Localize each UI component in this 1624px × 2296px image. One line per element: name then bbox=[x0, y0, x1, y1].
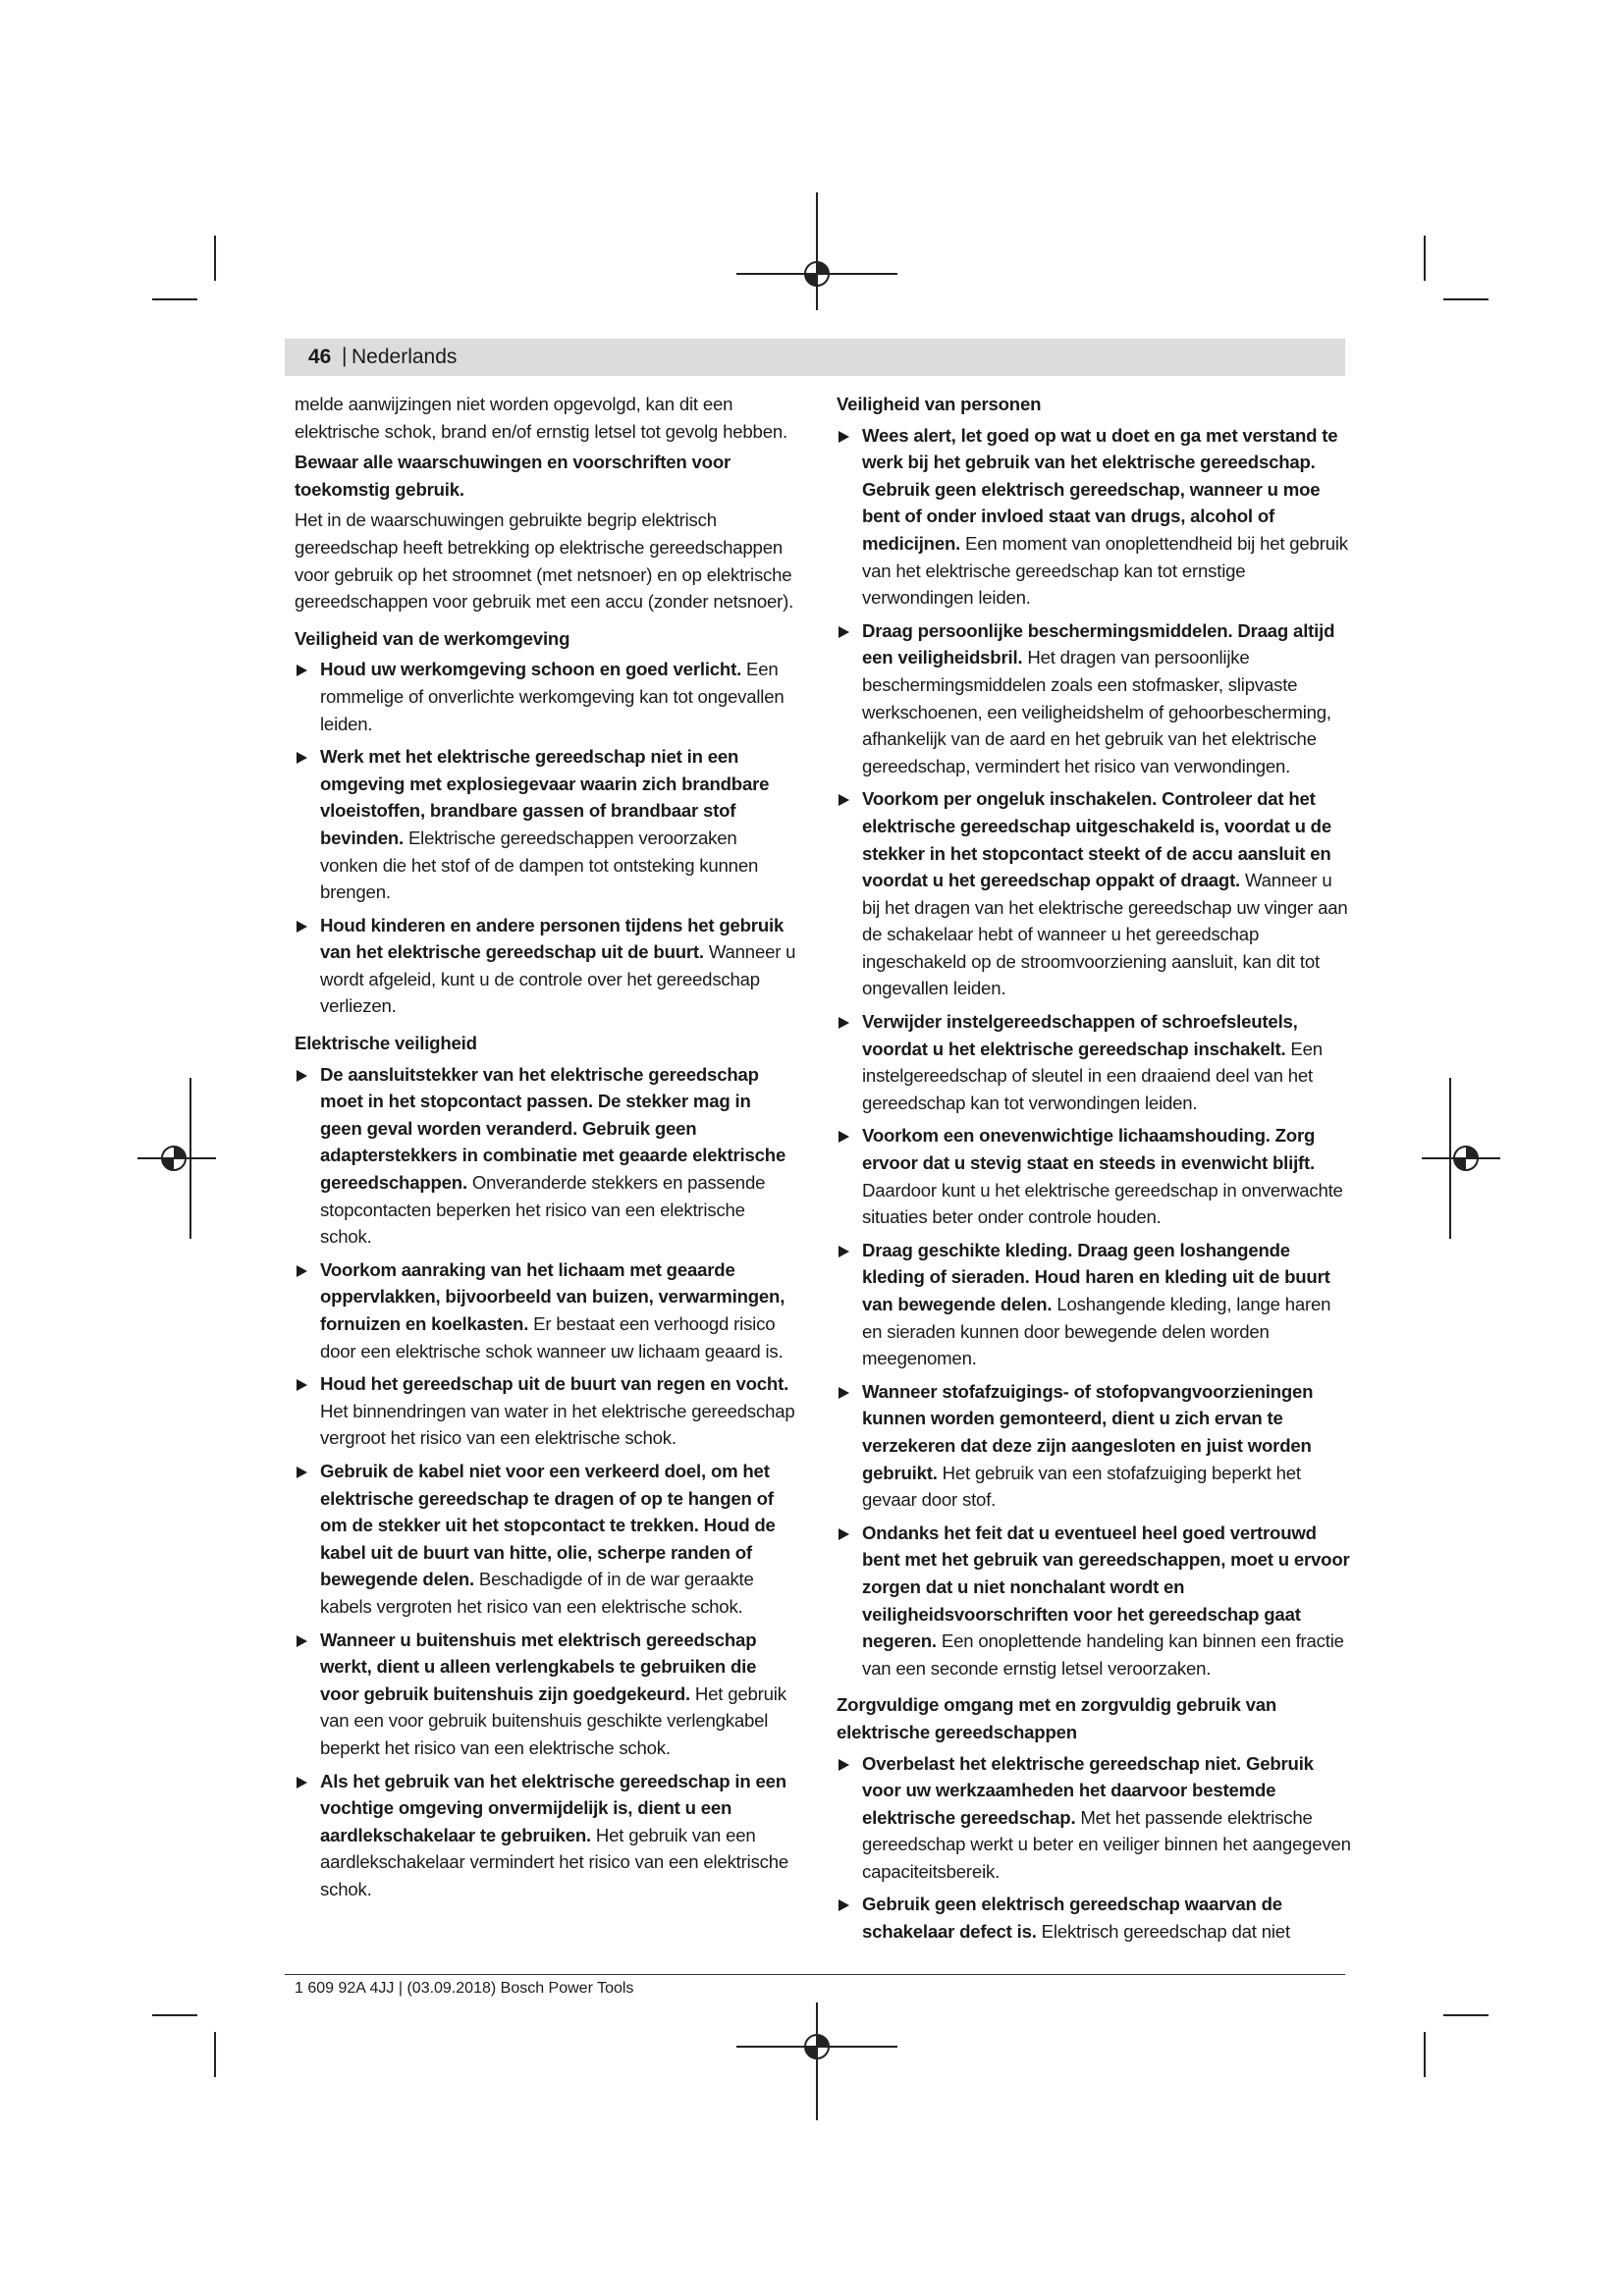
bullet-triangle-icon bbox=[839, 1759, 849, 1771]
header-separator: | bbox=[342, 345, 348, 367]
registration-target-icon bbox=[800, 2030, 834, 2063]
item-lead: Houd uw werkomgeving schoon en goed verlicht. bbox=[320, 659, 742, 680]
item-lead: Wees alert, let goed op wat u doet en ga met verstand te werk bij het gebruik van het elektrische gereedschap. Gebruik geen elektrisch gereedschap, wanneer u moe bent of onder invloed staat van drugs, alcohol of medicijnen. bbox=[862, 424, 1338, 554]
list-item bbox=[295, 1256, 797, 1364]
item-lead: De aansluitstekker van het elektrische gereedschap moet in het stopcontact passen. De stekker mag in geen geval worden veranderd. Gebruik geen adapterstekkers in combinatie met geaarde elektrische gereedschappen. bbox=[320, 1063, 786, 1194]
page-number: 46 bbox=[308, 346, 332, 368]
crop-mark bbox=[214, 2032, 216, 2077]
bullet-triangle-icon bbox=[297, 1265, 307, 1277]
list-item bbox=[837, 1750, 1351, 1886]
left-column bbox=[295, 391, 797, 1908]
item-lead: Werk met het elektrische gereedschap niet in een omgeving met explosiegevaar waarin zich brandbare vloeistoffen, brandbare gassen of brandbaar stof bevinden. bbox=[320, 746, 770, 848]
crop-mark bbox=[152, 2014, 197, 2016]
bullet-triangle-icon bbox=[297, 1379, 307, 1391]
list-item bbox=[295, 656, 797, 737]
item-lead: Draag geschikte kleding. Draag geen loshangende kleding of sieraden. Houd haren en kleding uit de buurt van bewegende delen. bbox=[862, 1239, 1330, 1314]
item-text: Een onoplettende handeling kan binnen een fractie van een seconde ernstig letsel veroorzaken. bbox=[862, 1630, 1344, 1679]
item-lead: Wanneer stofafzuigings- of stofopvangvoorzieningen kunnen worden gemonteerd, dient u zich ervan te verzekeren dat deze zijn aangesloten en juist worden gebruikt. bbox=[862, 1380, 1314, 1483]
item-text: Een moment van onoplettendheid bij het gebruik van het elektrische gereedschap kan tot ernstige verwondingen leiden. bbox=[862, 532, 1348, 609]
bullet-triangle-icon bbox=[297, 1635, 307, 1647]
list-item bbox=[295, 1370, 797, 1452]
list-item bbox=[837, 785, 1351, 1002]
item-lead: Gebruik de kabel niet voor een verkeerd doel, om het elektrische gereedschap te dragen of op te hangen of om de stekker uit het stopcontact te trekken. Houd de kabel uit de buurt van hitte, olie, scherpe randen of bewegende delen. bbox=[320, 1460, 776, 1590]
section-title-tool-use: Zorgvuldige omgang met en zorgvuldig gebruik van elektrische gereedschappen bbox=[837, 1694, 1277, 1742]
list-item bbox=[837, 1237, 1351, 1372]
item-lead: Verwijder instelgereedschappen of schroefsleutels, voordat u het elektrische gereedschap inschakelt. bbox=[862, 1011, 1298, 1059]
item-text: Wanneer u bij het dragen van het elektrische gereedschap uw vinger aan de schakelaar hebt of wanneer u het gereedschap ingeschakeld op de stroomvoorziening aansluit, kan dit tot ongevallen leiden. bbox=[862, 870, 1348, 999]
bullet-triangle-icon bbox=[839, 626, 849, 638]
item-text: Een rommelige of onverlichte werkomgeving kan tot ongevallen leiden. bbox=[320, 659, 785, 734]
footer-divider bbox=[285, 1974, 1345, 1975]
list-item bbox=[837, 1122, 1351, 1230]
item-text: Loshangende kleding, lange haren en sieraden kunnen door bewegende delen worden meegenomen. bbox=[862, 1294, 1331, 1369]
item-lead: Houd kinderen en andere personen tijdens het gebruik van het elektrische gereedschap uit de buurt. bbox=[320, 914, 785, 963]
registration-target-icon bbox=[800, 257, 834, 291]
item-text: Het dragen van persoonlijke beschermingsmiddelen zoals een stofmasker, slipvaste werkschoenen, een veiligheidshelm of gehoorbescherming, afhankelijk van de aard en het gebruik van het elektrische gereedschap, vermindert het risico van verwondingen. bbox=[862, 647, 1331, 776]
item-lead: Ondanks het feit dat u eventueel heel goed vertrouwd bent met het gebruik van gereedschappen, moet u ervoor zorgen dat u niet nonchalant wordt en veiligheidsvoorschriften voor het gereedschap gaat negeren. bbox=[862, 1522, 1350, 1652]
list-item bbox=[295, 1768, 797, 1903]
list-item bbox=[295, 912, 797, 1020]
bullet-triangle-icon bbox=[839, 431, 849, 443]
crop-mark bbox=[152, 298, 197, 300]
keep-instructions-heading: Bewaar alle waarschuwingen en voorschriften voor toekomstig gebruik. bbox=[295, 452, 731, 500]
bullet-triangle-icon bbox=[839, 1017, 849, 1029]
item-text: Het gebruik van een stofafzuiging beperkt het gevaar door stof. bbox=[862, 1462, 1301, 1511]
list-item bbox=[837, 1520, 1351, 1682]
list-item bbox=[295, 1061, 797, 1251]
item-lead: Overbelast het elektrische gereedschap niet. Gebruik voor uw werkzaamheden het daarvoor bestemde elektrische gereedschap. bbox=[862, 1752, 1314, 1828]
item-text: Onveranderde stekkers en passende stopcontacten beperken het risico van een elektrische schok. bbox=[320, 1172, 766, 1248]
list-item bbox=[837, 617, 1351, 780]
crop-mark bbox=[1424, 236, 1426, 281]
list-item bbox=[295, 1627, 797, 1762]
registration-line bbox=[816, 192, 818, 310]
item-text: Het binnendringen van water in het elektrische gereedschap vergroot het risico van een elektrische schok. bbox=[320, 1400, 795, 1449]
item-lead: Draag persoonlijke beschermingsmiddelen. Draag altijd een veiligheidsbril. bbox=[862, 619, 1335, 668]
bullet-triangle-icon bbox=[297, 1467, 307, 1478]
item-text: Daardoor kunt u het elektrische gereedschap in onverwachte situaties beter onder controle houden. bbox=[862, 1179, 1343, 1228]
bullet-triangle-icon bbox=[297, 921, 307, 933]
crop-mark bbox=[1443, 298, 1489, 300]
list-item bbox=[295, 743, 797, 906]
bullet-triangle-icon bbox=[839, 1387, 849, 1399]
page-header bbox=[285, 339, 1345, 376]
item-lead: Wanneer u buitenshuis met elektrisch gereedschap werkt, dient u alleen verlengkabels te gebruiken die voor gebruik buitenshuis zijn goedgekeurd. bbox=[320, 1629, 757, 1704]
list-item bbox=[837, 1891, 1351, 1945]
item-lead: Voorkom per ongeluk inschakelen. Controleer dat het elektrische gereedschap uitgeschakeld is, voordat u de stekker in het stopcontact steekt of de accu aansluit en voordat u het gereedschap oppakt of draagt. bbox=[862, 788, 1331, 891]
crop-mark bbox=[214, 236, 216, 281]
item-lead: Als het gebruik van het elektrische gereedschap in een vochtige omgeving onvermijdelijk is, dient u een aardlekschakelaar te gebruiken. bbox=[320, 1770, 786, 1845]
section-title-personal-safety: Veiligheid van personen bbox=[837, 394, 1042, 414]
registration-target-icon bbox=[157, 1142, 190, 1175]
intro-paragraph: melde aanwijzingen niet worden opgevolgd, kan dit een elektrische schok, brand en/of ernstig letsel tot gevolg hebben. bbox=[295, 394, 787, 442]
crop-mark bbox=[1424, 2032, 1426, 2077]
list-item bbox=[837, 1378, 1351, 1514]
section-title-electrical-safety: Elektrische veiligheid bbox=[295, 1033, 477, 1054]
header-language: Nederlands bbox=[352, 346, 458, 368]
list-item bbox=[837, 422, 1351, 612]
bullet-triangle-icon bbox=[297, 665, 307, 676]
item-lead: Voorkom een onevenwichtige lichaamshouding. Zorg ervoor dat u stevig staat en steeds in evenwicht blijft. bbox=[862, 1125, 1316, 1174]
crop-mark bbox=[1443, 2014, 1489, 2016]
item-lead: Voorkom aanraking van het lichaam met geaarde oppervlakken, bijvoorbeeld van buizen, verwarmingen, fornuizen en koelkasten. bbox=[320, 1258, 785, 1334]
item-text: Het gebruik van een voor gebruik buitenshuis geschikte verlengkabel beperkt het risico van een elektrische schok. bbox=[320, 1682, 786, 1758]
item-lead: Houd het gereedschap uit de buurt van regen en vocht. bbox=[320, 1373, 789, 1395]
bullet-triangle-icon bbox=[839, 1899, 849, 1911]
bullet-triangle-icon bbox=[297, 752, 307, 764]
item-text: Met het passende elektrische gereedschap werkt u beter en veiliger binnen het aangegeven capaciteitsbereik. bbox=[862, 1806, 1351, 1882]
list-item bbox=[295, 1458, 797, 1621]
item-text: Elektrische gereedschappen veroorzaken vonken die het stof of de dampen tot ontsteking kunnen brengen. bbox=[320, 827, 759, 903]
right-column bbox=[837, 391, 1351, 1951]
registration-target-icon bbox=[1449, 1142, 1483, 1175]
list-item bbox=[837, 1008, 1351, 1116]
definition-paragraph: Het in de waarschuwingen gebruikte begrip elektrisch gereedschap heeft betrekking op elektrische gereedschappen voor gebruik op het stroomnet (met netsnoer) en op elektrische gereedschappen voor gebruik met een accu (zonder netsnoer). bbox=[295, 509, 794, 613]
item-text: Een instelgereedschap of sleutel in een draaiend deel van het gereedschap kan tot verwondingen leiden. bbox=[862, 1038, 1323, 1113]
item-text: Elektrisch gereedschap dat niet bbox=[1036, 1921, 1290, 1943]
bullet-triangle-icon bbox=[297, 1070, 307, 1082]
page-footer: 1 609 92A 4JJ | (03.09.2018) Bosch Power Tools bbox=[295, 1980, 634, 1997]
bullet-triangle-icon bbox=[839, 794, 849, 806]
item-text: Het gebruik van een aardlekschakelaar vermindert het risico van een elektrische schok. bbox=[320, 1824, 789, 1899]
bullet-triangle-icon bbox=[839, 1246, 849, 1257]
bullet-triangle-icon bbox=[297, 1777, 307, 1789]
bullet-triangle-icon bbox=[839, 1528, 849, 1540]
item-lead: Gebruik geen elektrisch gereedschap waarvan de schakelaar defect is. bbox=[862, 1894, 1282, 1943]
item-text: Wanneer u wordt afgeleid, kunt u de controle over het gereedschap verliezen. bbox=[320, 941, 796, 1017]
item-text: Beschadigde of in de war geraakte kabels vergroten het risico van een elektrische schok. bbox=[320, 1569, 754, 1617]
bullet-triangle-icon bbox=[839, 1131, 849, 1143]
item-text: Er bestaat een verhoogd risico door een elektrische schok wanneer uw lichaam geaard is. bbox=[320, 1313, 784, 1362]
section-title-work-area: Veiligheid van de werkomgeving bbox=[295, 627, 570, 649]
